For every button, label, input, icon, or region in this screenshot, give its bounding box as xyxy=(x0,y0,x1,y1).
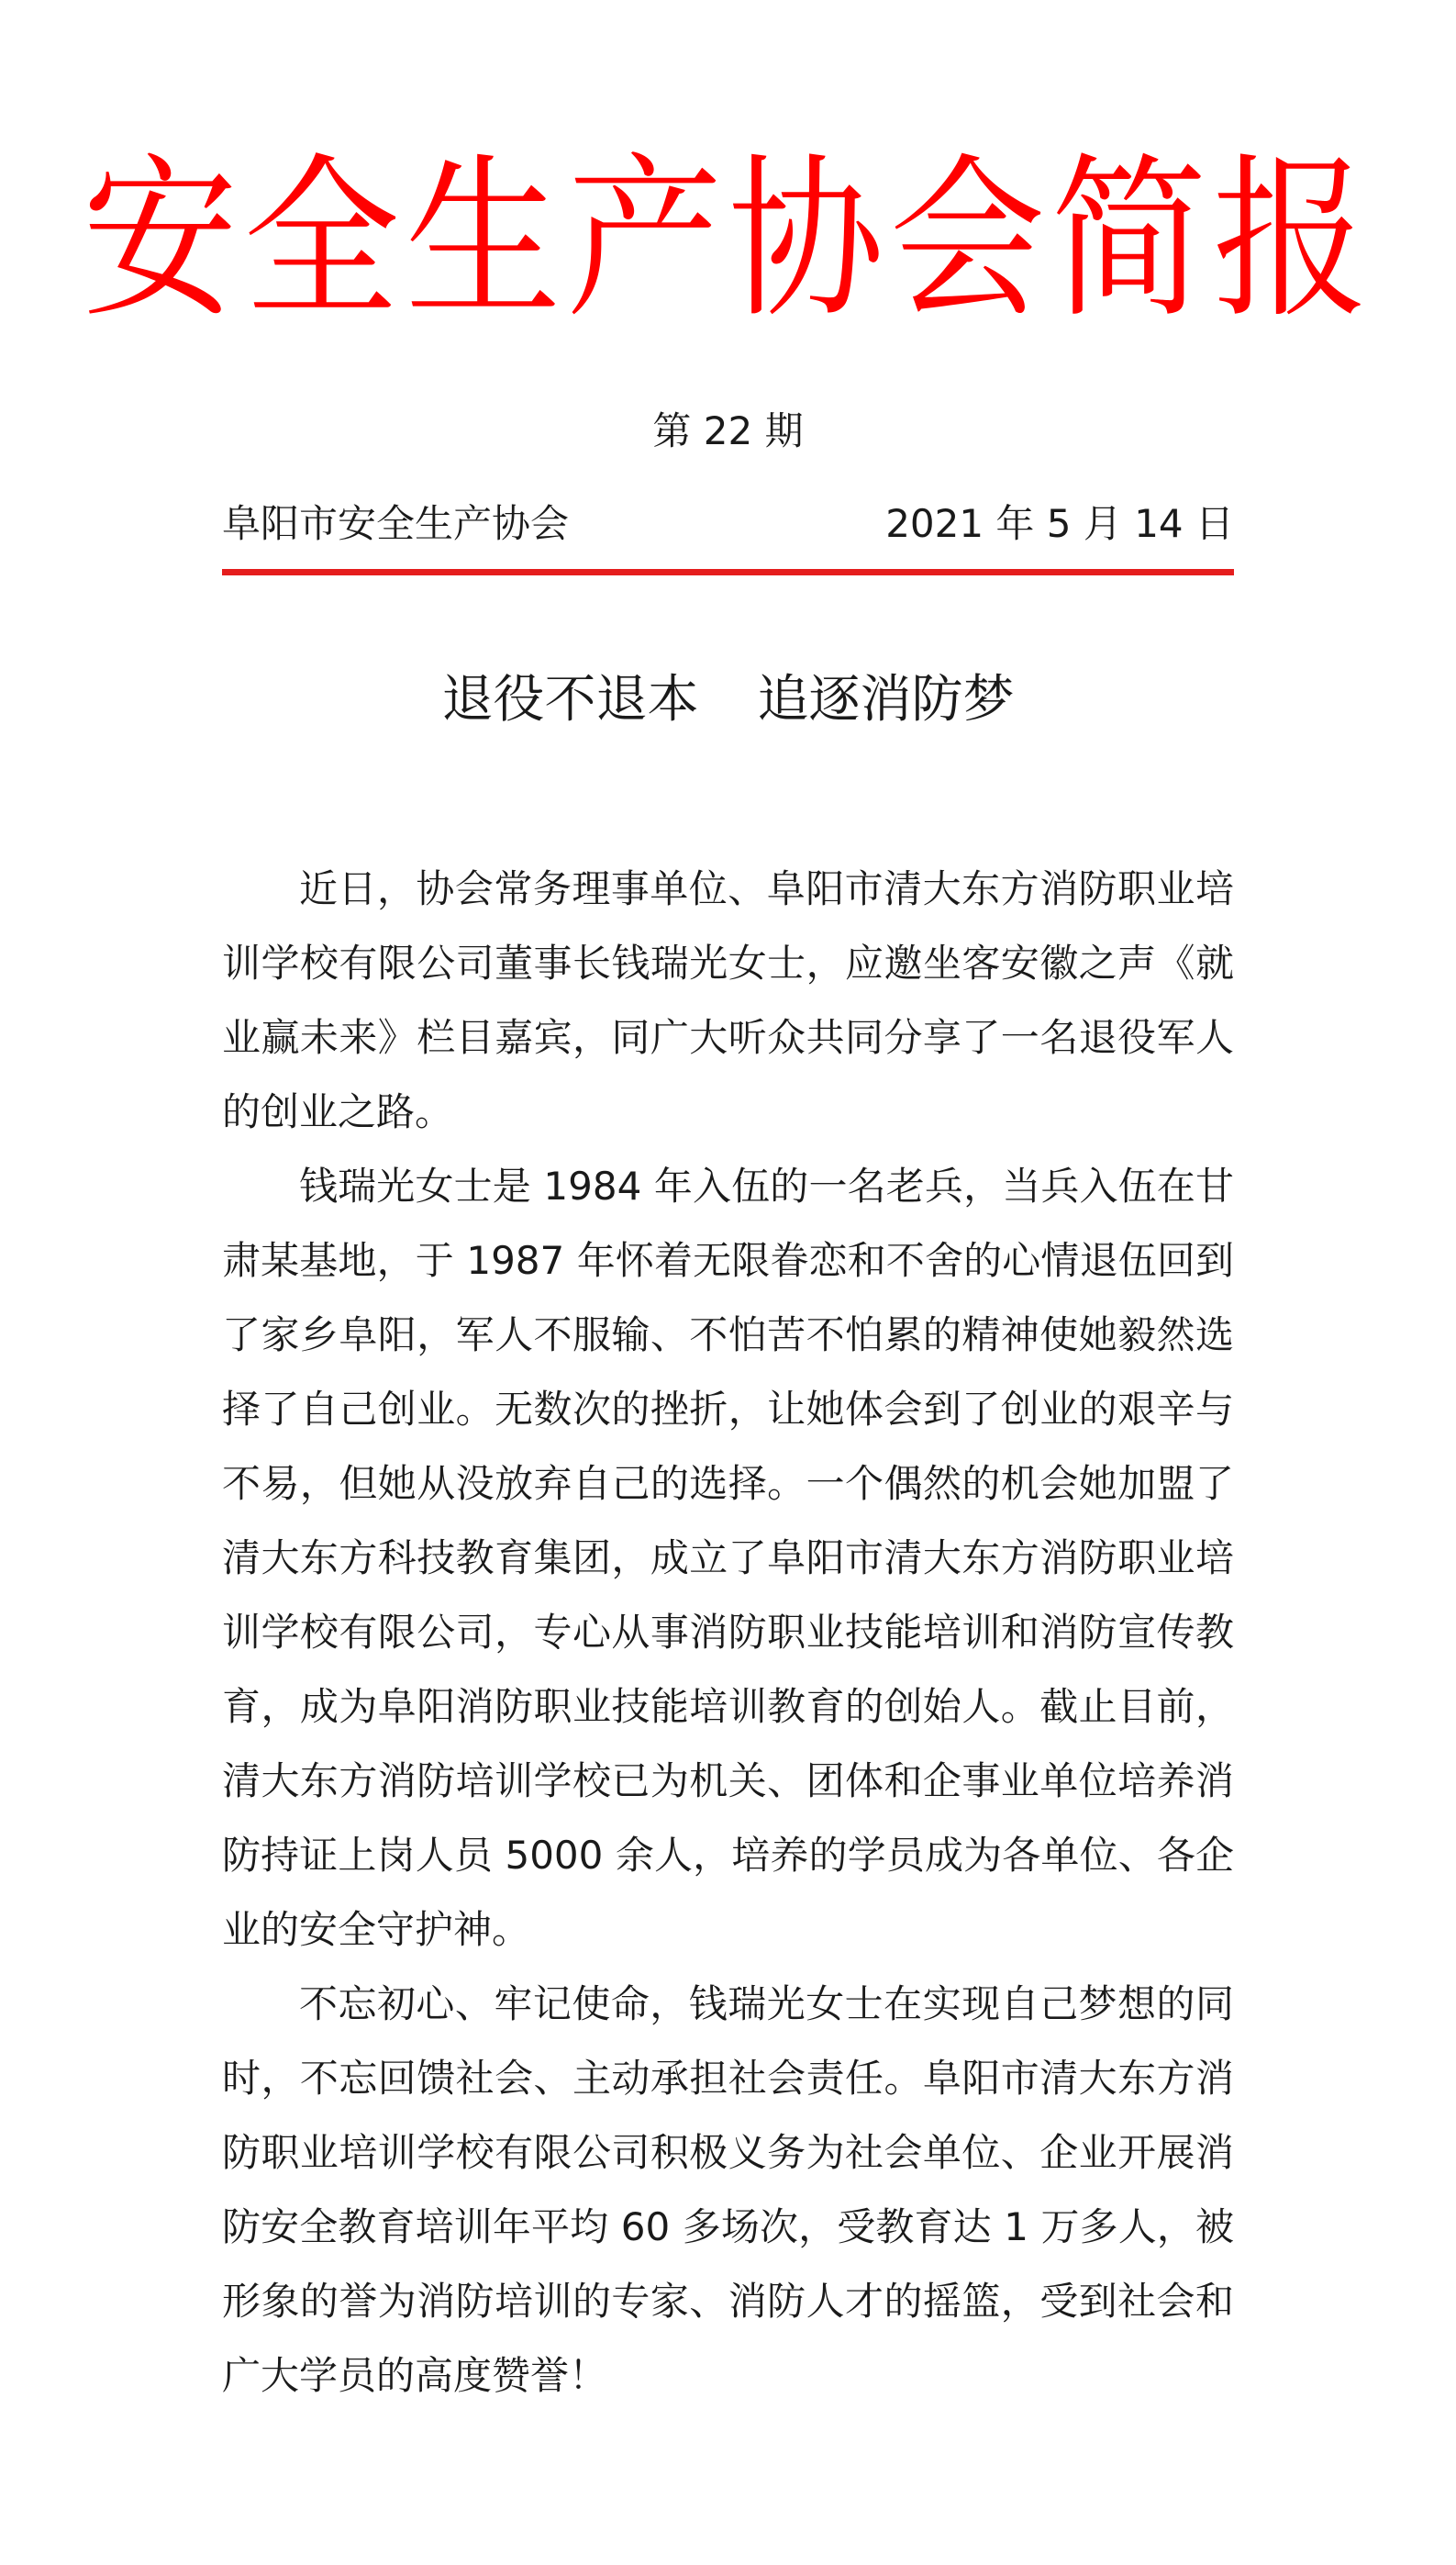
article-paragraph: 钱瑞光女士是 1984 年入伍的一名老兵，当兵入伍在甘肃某基地，于 1987 年怀着无限眷恋和不舍的心情退伍回到了家乡阜阳，军人不服输、不怕苦不怕累的精神使她毅然选择了自己创业。无数次的挫折，让她体会到了创业的艰辛与不易，但她从没放弃自己的选择。一个偶然的机会她加盟了清大东方科技教育集团，成立了阜阳市清大东方消防职业培训学校有限公司，专心从事消防职业技能培训和消防宣传教育，成为阜阳消防职业技能培训教育的创始人。截止目前，清大东方消防培训学校已为机关、团体和企事业单位培养消防持证上岗人员 5000 余人，培养的学员成为各单位、各企业的安全守护神。 xyxy=(222,1164,1234,1952)
article-title-part2: 追逐消防梦 xyxy=(757,670,1015,730)
article-title-part1: 退役不退本 xyxy=(441,670,699,730)
article-paragraph: 不忘初心、牢记使命，钱瑞光女士在实现自己梦想的同时，不忘回馈社会、主动承担社会责任。阜阳市清大东方消防职业培训学校有限公司积极义务为社会单位、企业开展消防安全教育培训年平均 60 多场次，受教育达 1 万多人，被形象的誉为消防培训的专家、消防人才的摇篮，受到社会和广大学员的高度赞誉！ xyxy=(222,1981,1234,2398)
article-title xyxy=(0,667,1456,733)
meta-row xyxy=(222,498,1234,550)
red-divider xyxy=(222,569,1234,575)
article-body xyxy=(222,852,1234,2413)
publish-date: 2021 年 5 月 14 日 xyxy=(885,501,1234,546)
issue-number: 第 22 期 xyxy=(652,408,804,453)
publisher-name: 阜阳市安全生产协会 xyxy=(222,501,570,546)
masthead-title: 安全生产协会简报 xyxy=(82,139,1374,342)
article-paragraph: 近日，协会常务理事单位、阜阳市清大东方消防职业培训学校有限公司董事长钱瑞光女士，应邀坐客安徽之声《就业赢未来》栏目嘉宾，同广大听众共同分享了一名退役军人的创业之路。 xyxy=(222,866,1234,1134)
